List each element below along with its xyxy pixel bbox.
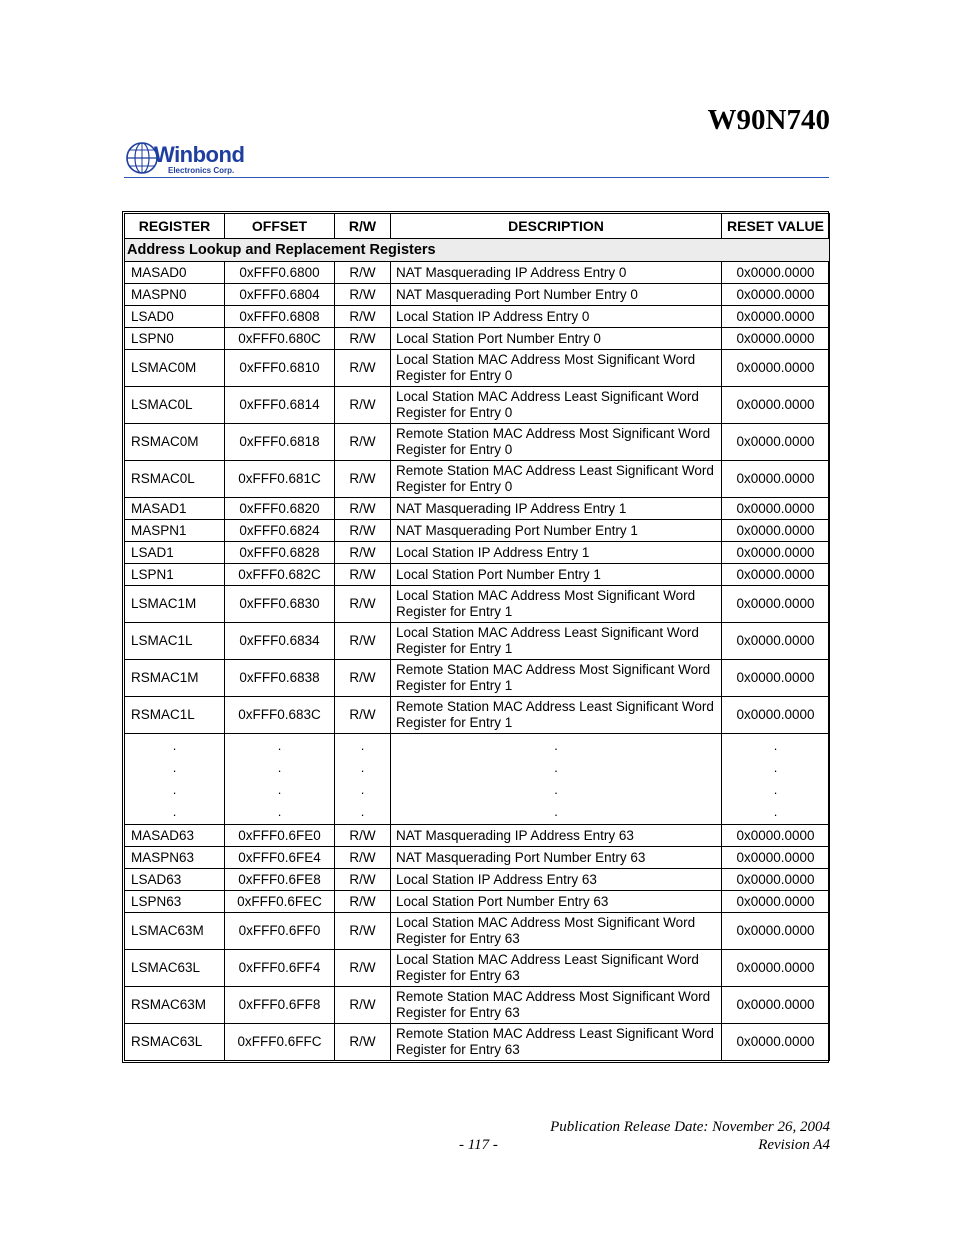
table-row (125, 913, 830, 950)
ellipsis-cell (722, 734, 830, 825)
table-row (125, 869, 830, 891)
register-cell: LSPN63 (125, 891, 225, 913)
ellipsis-dot: . (773, 804, 778, 819)
register-cell: LSMAC1M (125, 586, 225, 623)
rw-cell: R/W (335, 498, 391, 520)
rw-cell: R/W (335, 825, 391, 847)
table-row (125, 424, 830, 461)
ellipsis-dot: . (277, 782, 282, 797)
table-row (125, 387, 830, 424)
description-cell: Local Station MAC Address Least Significant Word Register for Entry 1 (391, 623, 722, 660)
rw-cell: R/W (335, 987, 391, 1024)
reset-value-cell: 0x0000.0000 (722, 262, 830, 284)
rw-cell: R/W (335, 328, 391, 350)
rw-cell: R/W (335, 586, 391, 623)
register-cell: RSMAC0M (125, 424, 225, 461)
description-cell: Local Station Port Number Entry 1 (391, 564, 722, 586)
description-cell: NAT Masquerading IP Address Entry 1 (391, 498, 722, 520)
offset-cell: 0xFFF0.6818 (225, 424, 335, 461)
table-row (125, 542, 830, 564)
rw-cell: R/W (335, 306, 391, 328)
description-cell: Local Station MAC Address Least Significant Word Register for Entry 63 (391, 950, 722, 987)
register-cell: MASAD1 (125, 498, 225, 520)
rw-cell: R/W (335, 697, 391, 734)
reset-value-cell: 0x0000.0000 (722, 520, 830, 542)
description-cell: Local Station IP Address Entry 0 (391, 306, 722, 328)
ellipsis-row (125, 734, 830, 825)
rw-cell: R/W (335, 387, 391, 424)
offset-cell: 0xFFF0.680C (225, 328, 335, 350)
ellipsis-dot: . (554, 782, 558, 797)
ellipsis-dot: . (773, 782, 778, 797)
column-header-description: DESCRIPTION (391, 214, 722, 239)
section-header-row (125, 239, 830, 262)
description-cell: NAT Masquerading Port Number Entry 0 (391, 284, 722, 306)
table-row (125, 350, 830, 387)
description-cell: Local Station Port Number Entry 63 (391, 891, 722, 913)
rw-cell: R/W (335, 913, 391, 950)
register-table (124, 213, 830, 1061)
register-cell: MASPN0 (125, 284, 225, 306)
description-cell: NAT Masquerading Port Number Entry 63 (391, 847, 722, 869)
table-row (125, 564, 830, 586)
offset-cell: 0xFFF0.6FEC (225, 891, 335, 913)
rw-cell: R/W (335, 869, 391, 891)
register-cell: LSMAC63L (125, 950, 225, 987)
ellipsis-cell (391, 734, 722, 825)
reset-value-cell: 0x0000.0000 (722, 847, 830, 869)
table-row (125, 262, 830, 284)
register-cell: MASAD0 (125, 262, 225, 284)
ellipsis-dot: . (554, 804, 558, 819)
reset-value-cell: 0x0000.0000 (722, 869, 830, 891)
ellipsis-cell (335, 734, 391, 825)
rw-cell: R/W (335, 542, 391, 564)
ellipsis-dots (774, 735, 778, 823)
ellipsis-dot: . (773, 760, 778, 775)
ellipsis-dot: . (360, 804, 365, 819)
register-cell: LSMAC1L (125, 623, 225, 660)
logo-subtext: Electronics Corp. (168, 166, 235, 175)
publication-date: Publication Release Date: November 26, 2004 (550, 1119, 830, 1135)
offset-cell: 0xFFF0.6814 (225, 387, 335, 424)
description-cell: Remote Station MAC Address Most Significant Word Register for Entry 63 (391, 987, 722, 1024)
ellipsis-dot: . (360, 738, 365, 753)
table-row (125, 987, 830, 1024)
description-cell: Remote Station MAC Address Least Significant Word Register for Entry 1 (391, 697, 722, 734)
reset-value-cell: 0x0000.0000 (722, 660, 830, 697)
table-row (125, 498, 830, 520)
description-cell: Remote Station MAC Address Most Significant Word Register for Entry 0 (391, 424, 722, 461)
offset-cell: 0xFFF0.683C (225, 697, 335, 734)
rw-cell: R/W (335, 284, 391, 306)
table-row (125, 520, 830, 542)
offset-cell: 0xFFF0.6FF8 (225, 987, 335, 1024)
register-cell: MASAD63 (125, 825, 225, 847)
rw-cell: R/W (335, 891, 391, 913)
description-cell: Local Station IP Address Entry 1 (391, 542, 722, 564)
ellipsis-dot: . (277, 804, 282, 819)
rw-cell: R/W (335, 520, 391, 542)
reset-value-cell: 0x0000.0000 (722, 424, 830, 461)
ellipsis-dot: . (277, 738, 282, 753)
table-row (125, 306, 830, 328)
ellipsis-dots (361, 735, 365, 823)
column-header-offset: OFFSET (225, 214, 335, 239)
register-cell: RSMAC1L (125, 697, 225, 734)
table-row (125, 891, 830, 913)
register-cell: LSAD1 (125, 542, 225, 564)
description-cell: Local Station IP Address Entry 63 (391, 869, 722, 891)
offset-cell: 0xFFF0.6FE4 (225, 847, 335, 869)
logo-wordmark: Winbond (154, 142, 245, 167)
ellipsis-dot: . (554, 760, 558, 775)
table-row (125, 825, 830, 847)
table-row (125, 847, 830, 869)
ellipsis-dot: . (172, 738, 177, 753)
register-cell: RSMAC0L (125, 461, 225, 498)
section-title: Address Lookup and Replacement Registers (125, 239, 830, 262)
reset-value-cell: 0x0000.0000 (722, 825, 830, 847)
offset-cell: 0xFFF0.6808 (225, 306, 335, 328)
reset-value-cell: 0x0000.0000 (722, 284, 830, 306)
reset-value-cell: 0x0000.0000 (722, 1024, 830, 1061)
ellipsis-dot: . (172, 760, 177, 775)
offset-cell: 0xFFF0.6834 (225, 623, 335, 660)
ellipsis-dots (173, 735, 177, 823)
offset-cell: 0xFFF0.6810 (225, 350, 335, 387)
description-cell: Remote Station MAC Address Least Significant Word Register for Entry 63 (391, 1024, 722, 1061)
table-row (125, 284, 830, 306)
revision: Revision A4 (758, 1137, 830, 1153)
description-cell: NAT Masquerading IP Address Entry 63 (391, 825, 722, 847)
description-cell: Local Station MAC Address Most Significant Word Register for Entry 0 (391, 350, 722, 387)
reset-value-cell: 0x0000.0000 (722, 328, 830, 350)
register-cell: RSMAC1M (125, 660, 225, 697)
reset-value-cell: 0x0000.0000 (722, 306, 830, 328)
rw-cell: R/W (335, 262, 391, 284)
rw-cell: R/W (335, 660, 391, 697)
register-cell: MASPN1 (125, 520, 225, 542)
ellipsis-dots (554, 735, 558, 823)
ellipsis-dot: . (172, 782, 177, 797)
reset-value-cell: 0x0000.0000 (722, 564, 830, 586)
ellipsis-dot: . (360, 760, 365, 775)
reset-value-cell: 0x0000.0000 (722, 498, 830, 520)
ellipsis-dot: . (360, 782, 365, 797)
offset-cell: 0xFFF0.6838 (225, 660, 335, 697)
table-row (125, 623, 830, 660)
offset-cell: 0xFFF0.6830 (225, 586, 335, 623)
reset-value-cell: 0x0000.0000 (722, 542, 830, 564)
register-table-frame (122, 211, 829, 1063)
reset-value-cell: 0x0000.0000 (722, 387, 830, 424)
offset-cell: 0xFFF0.681C (225, 461, 335, 498)
description-cell: NAT Masquerading IP Address Entry 0 (391, 262, 722, 284)
reset-value-cell: 0x0000.0000 (722, 913, 830, 950)
register-cell: LSMAC63M (125, 913, 225, 950)
rw-cell: R/W (335, 564, 391, 586)
description-cell: Remote Station MAC Address Least Significant Word Register for Entry 0 (391, 461, 722, 498)
offset-cell: 0xFFF0.6824 (225, 520, 335, 542)
reset-value-cell: 0x0000.0000 (722, 891, 830, 913)
column-header-register: REGISTER (125, 214, 225, 239)
description-cell: Local Station MAC Address Least Significant Word Register for Entry 0 (391, 387, 722, 424)
rw-cell: R/W (335, 350, 391, 387)
reset-value-cell: 0x0000.0000 (722, 697, 830, 734)
description-cell: Local Station Port Number Entry 0 (391, 328, 722, 350)
page-number: - 117 - (459, 1137, 498, 1153)
offset-cell: 0xFFF0.6820 (225, 498, 335, 520)
rw-cell: R/W (335, 950, 391, 987)
ellipsis-cell (225, 734, 335, 825)
offset-cell: 0xFFF0.6FE8 (225, 869, 335, 891)
reset-value-cell: 0x0000.0000 (722, 950, 830, 987)
rw-cell: R/W (335, 461, 391, 498)
offset-cell: 0xFFF0.6FF4 (225, 950, 335, 987)
offset-cell: 0xFFF0.6FE0 (225, 825, 335, 847)
offset-cell: 0xFFF0.6800 (225, 262, 335, 284)
table-header-row (125, 214, 830, 239)
ellipsis-cell (125, 734, 225, 825)
table-row (125, 328, 830, 350)
ellipsis-dot: . (773, 738, 778, 753)
reset-value-cell: 0x0000.0000 (722, 586, 830, 623)
register-cell: LSMAC0L (125, 387, 225, 424)
description-cell: Local Station MAC Address Most Significant Word Register for Entry 63 (391, 913, 722, 950)
offset-cell: 0xFFF0.682C (225, 564, 335, 586)
rw-cell: R/W (335, 847, 391, 869)
reset-value-cell: 0x0000.0000 (722, 350, 830, 387)
column-header-rw: R/W (335, 214, 391, 239)
description-cell: Remote Station MAC Address Most Significant Word Register for Entry 1 (391, 660, 722, 697)
offset-cell: 0xFFF0.6828 (225, 542, 335, 564)
ellipsis-dot: . (172, 804, 177, 819)
register-cell: LSMAC0M (125, 350, 225, 387)
description-cell: NAT Masquerading Port Number Entry 1 (391, 520, 722, 542)
description-cell: Local Station MAC Address Most Significant Word Register for Entry 1 (391, 586, 722, 623)
offset-cell: 0xFFF0.6FFC (225, 1024, 335, 1061)
offset-cell: 0xFFF0.6FF0 (225, 913, 335, 950)
reset-value-cell: 0x0000.0000 (722, 461, 830, 498)
rw-cell: R/W (335, 424, 391, 461)
register-cell: LSPN1 (125, 564, 225, 586)
table-row (125, 586, 830, 623)
register-cell: LSAD63 (125, 869, 225, 891)
offset-cell: 0xFFF0.6804 (225, 284, 335, 306)
table-row (125, 697, 830, 734)
table-row (125, 950, 830, 987)
reset-value-cell: 0x0000.0000 (722, 987, 830, 1024)
register-cell: RSMAC63M (125, 987, 225, 1024)
winbond-logo (124, 138, 254, 178)
rw-cell: R/W (335, 1024, 391, 1061)
table-row (125, 660, 830, 697)
ellipsis-dots (278, 735, 282, 823)
ellipsis-dot: . (554, 738, 558, 753)
column-header-reset-value: RESET VALUE (722, 214, 830, 239)
reset-value-cell: 0x0000.0000 (722, 623, 830, 660)
register-cell: LSPN0 (125, 328, 225, 350)
register-cell: MASPN63 (125, 847, 225, 869)
header-rule (124, 177, 829, 178)
table-row (125, 461, 830, 498)
register-cell: RSMAC63L (125, 1024, 225, 1061)
register-cell: LSAD0 (125, 306, 225, 328)
doc-title: W90N740 (707, 104, 830, 136)
ellipsis-dot: . (277, 760, 282, 775)
table-row (125, 1024, 830, 1061)
rw-cell: R/W (335, 623, 391, 660)
